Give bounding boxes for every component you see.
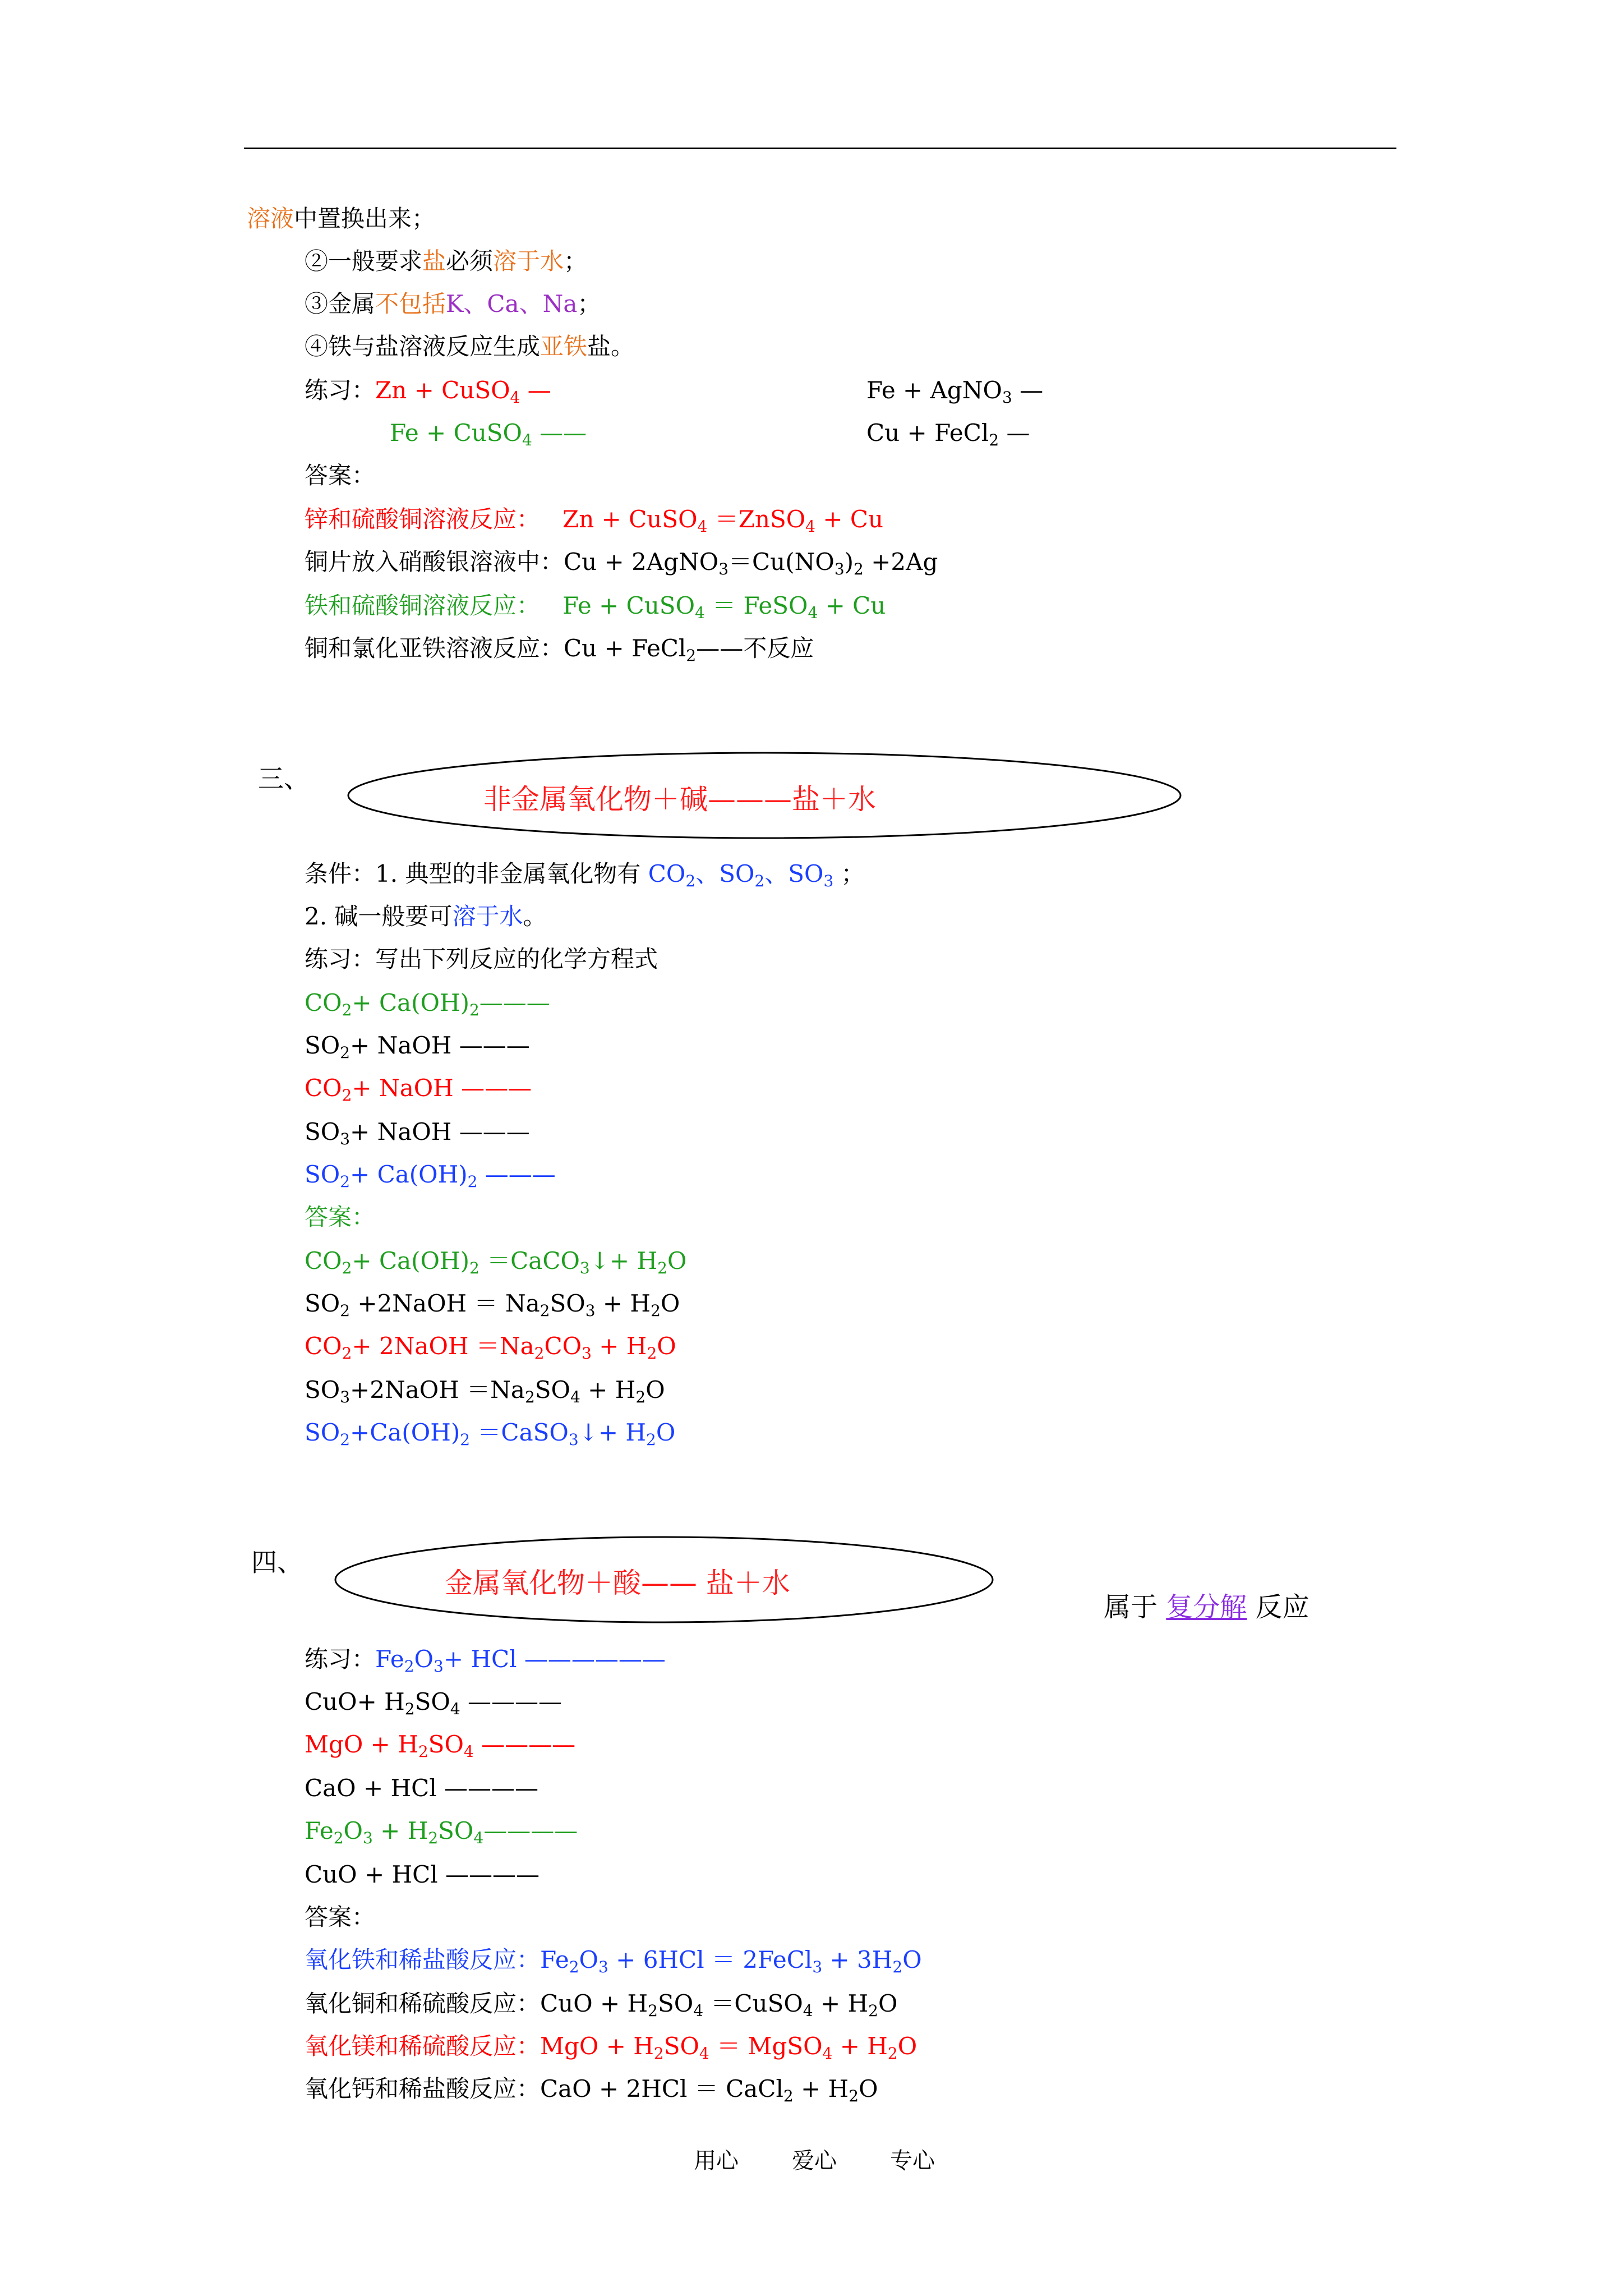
top-rule (244, 148, 1396, 149)
practice-eq: CuO + HCl ———— (305, 1861, 540, 1888)
practice-eq: Fe + AgNO$_3$ — (866, 376, 1044, 407)
practice-eq: $CO_2+$ NaOH ——— (305, 1074, 532, 1105)
answer-line: 氧化钙和稀盐酸反应：CaO + 2HCl ＝ CaCl$_2$ + $H_2O$ (305, 2075, 878, 2105)
practice-eq: CaO + HCl ———— (305, 1774, 539, 1802)
text: ②一般要求 (305, 247, 423, 275)
highlight-ferrous: 亚铁 (540, 333, 588, 360)
highlight-salt: 盐 (422, 247, 446, 275)
section-title: 金属氧化物＋酸—— 盐＋水 (445, 1567, 790, 1599)
highlight-solution: 溶液 (247, 205, 294, 232)
text-line-2 (305, 246, 587, 277)
section-number: 三、 (258, 763, 310, 794)
highlight-exclude: 不包括 (375, 290, 446, 318)
practice-row-1 (305, 375, 551, 406)
text: ； (564, 247, 588, 275)
practice-eq: MgO + $H_2SO_4$ ———— (305, 1731, 576, 1761)
answer-eq: $CO_2+$ 2NaOH $=Na_2CO_3 + H_2O$ (305, 1332, 676, 1363)
practice-eq: Zn + CuSO$_4$ — (375, 376, 551, 407)
text: ③金属 (305, 290, 376, 318)
answer-label: 答案： (305, 462, 376, 489)
practice-eq: $SO_2+ Ca(OH)_2$ ——— (305, 1161, 556, 1191)
text: ④铁与盐溶液反应生成 (305, 333, 541, 360)
answer-label: 答案： (305, 1903, 376, 1931)
condition-line: 2. 碱一般要可溶于水。 (305, 903, 547, 930)
footer-text: 用心 (694, 2148, 739, 2174)
text-line-3 (305, 288, 601, 320)
answer-line: 氧化铜和稀硫酸反应：CuO + $H_2SO_4$ ＝CuSO$_4$ + $H_2O$ (305, 1990, 898, 2020)
condition-line: 条件：1. 典型的非金属氧化物有 $CO_2$、$SO_2$、$SO_3$ ； (305, 860, 865, 890)
practice-eq: Fe + CuSO$_4$ —— (390, 419, 587, 449)
practice-eq: $SO_3+$ NaOH ——— (305, 1118, 530, 1148)
metal-list: K、Ca、Na (446, 290, 578, 318)
highlight-soluble: 溶于水 (493, 247, 564, 275)
answer-eq: $CO_2+ Ca(OH)_2$ ＝CaCO$_3$↓+ $H_2O$ (305, 1247, 687, 1277)
practice-eq: $Fe_2O_3$ + $H_2SO_4————$ (305, 1817, 578, 1847)
section-number: 四、 (251, 1547, 303, 1577)
reaction-type-note: 属于 复分解 反应 (1104, 1591, 1310, 1623)
answer-line: 铁和硫酸铜溶液反应： Fe + CuSO$_4$ ＝ FeSO$_4$ + Cu (305, 592, 886, 622)
practice-eq: 练习：$Fe_2O_3+$ HCl —————— (305, 1645, 666, 1676)
answer-line: 铜片放入硝酸银溶液中：$Cu + 2AgNO_3=Cu(NO_3)_2 +2Ag$ (305, 548, 938, 578)
answer-eq: $SO_3+2NaOH =Na_2SO_4 + H_2O$ (305, 1376, 665, 1406)
answer-eq: $SO_2$ +2NaOH ＝ $Na_2SO_3 + H_2O$ (305, 1290, 680, 1320)
footer-text: 爱心 (792, 2148, 837, 2174)
practice-eq: Cu + FeCl$_2$ — (866, 419, 1030, 449)
practice-label: 练习： (305, 376, 376, 404)
text: 中置换出来； (294, 205, 436, 232)
practice-eq: $CO_2+$ $Ca(OH)_2———$ (305, 989, 550, 1019)
footer-text: 专心 (890, 2148, 935, 2174)
text-line-4 (305, 331, 634, 362)
practice-eq: $CuO+ H_2SO_4$ ———— (305, 1688, 562, 1718)
answer-line: 锌和硫酸铜溶液反应： Zn + CuSO$_4$ ＝ZnSO$_4$ + Cu (305, 505, 884, 536)
practice-eq: $SO_2+$ NaOH ——— (305, 1032, 530, 1062)
answer-line: 氧化镁和稀硫酸反应：MgO + $H_2SO_4$ ＝ MgSO$_4$ + $H_2O$ (305, 2032, 917, 2063)
text: 盐。 (587, 333, 635, 360)
answer-line: 铜和氯化亚铁溶液反应：Cu + FeCl$_2$——不反应 (305, 634, 814, 665)
text-line-1 (247, 203, 435, 234)
practice-instruction: 练习：写出下列反应的化学方程式 (305, 945, 658, 973)
answer-eq: $SO_2+Ca(OH)_2$ ＝CaSO$_3$↓+ $H_2O$ (305, 1419, 676, 1449)
text: 必须 (446, 247, 494, 275)
section-title: 非金属氧化物＋碱———盐＋水 (483, 783, 876, 816)
answer-line: 氧化铁和稀盐酸反应：$Fe_2O_3 + 6HCl$ ＝ 2FeCl$_3$ + $3H_2O$ (305, 1946, 922, 1976)
text: ； (577, 290, 601, 318)
page-footer (694, 2143, 935, 2175)
answer-label: 答案： (305, 1203, 376, 1231)
